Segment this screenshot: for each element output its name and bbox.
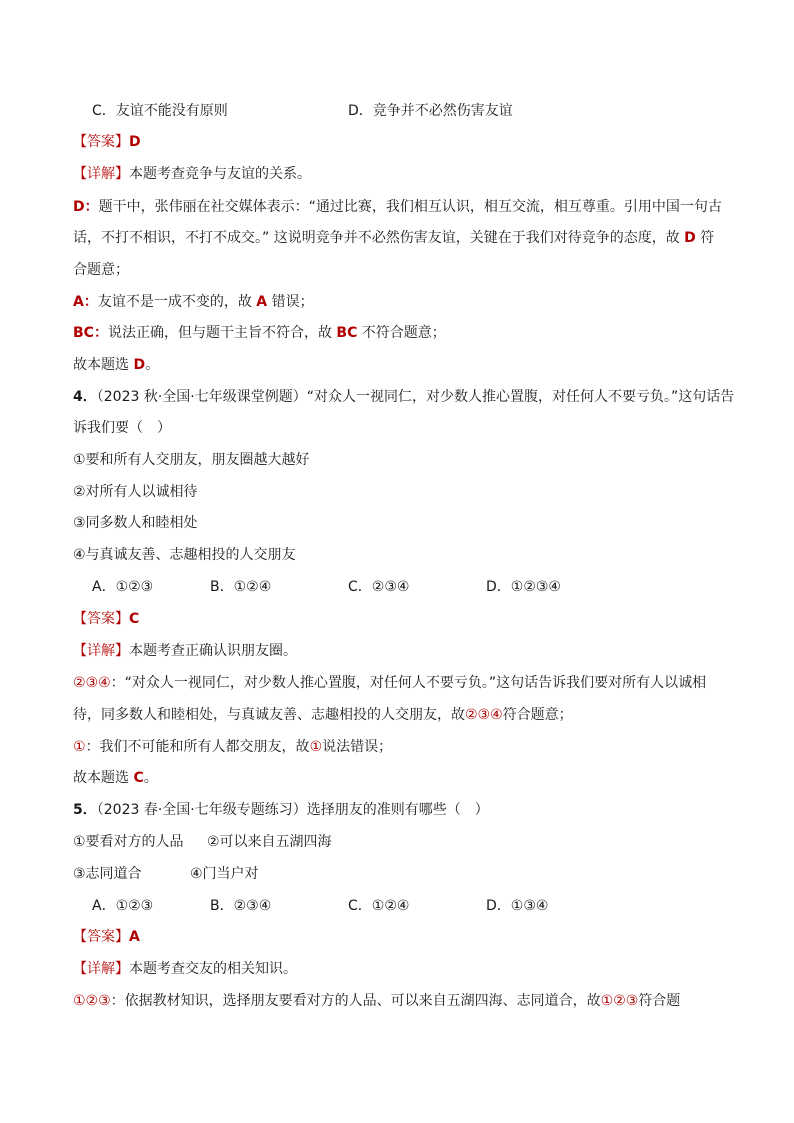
- q4-conclusion: [73, 768, 158, 788]
- detail-tag: 【详解】: [73, 961, 129, 977]
- q5-detail-intro: [73, 959, 297, 979]
- p1-line2-text: 待，同多数人和睦相处，与真诚友善、志趣相投的人交朋友，故: [73, 707, 465, 723]
- bc-end: 不符合题意；: [357, 325, 446, 341]
- detail-intro-text: 本题考查正确认识朋友圈。: [129, 643, 297, 659]
- q5-stem: [73, 800, 489, 820]
- q3-conclusion: [73, 355, 159, 375]
- q3-bc-line: [73, 323, 446, 343]
- conclusion-end: 。: [145, 357, 160, 373]
- question-number: 5．: [73, 802, 97, 818]
- detail-tag: 【详解】: [73, 166, 129, 182]
- q3-answer: [73, 132, 141, 152]
- answer-value: A: [129, 929, 140, 945]
- q5-p1-line: [73, 991, 680, 1011]
- q4-item-2: ②对所有人以诚相待: [73, 484, 198, 500]
- a-label: A：: [73, 294, 98, 310]
- bc-ref: BC: [336, 325, 358, 341]
- q5-item-1: ①要看对方的人品: [73, 834, 184, 850]
- conclusion-ref: D: [133, 357, 146, 373]
- question-source: （2023 春·全国·七年级专题练习）: [96, 802, 307, 818]
- detail-tag: 【详解】: [73, 643, 129, 659]
- conclusion-text: 故本题选: [73, 357, 134, 373]
- q4-item-1: ①要和所有人交朋友，朋友圈越大越好: [73, 452, 310, 468]
- d-line2-text: 话，不打不相识，不打不成交。” 这说明竞争并不必然伤害友谊，关键在于我们对待竞争的态度，故: [73, 230, 685, 246]
- p1-line2-ref: ②③④: [465, 707, 503, 723]
- conclusion-end: 。: [143, 770, 158, 786]
- q5-item-4: ④门当户对: [190, 866, 259, 882]
- conclusion-ref: C: [133, 770, 144, 786]
- p1-text: ：依据教材知识，选择朋友要看对方的人品、可以来自五湖四海、志同道合，故: [110, 993, 601, 1009]
- detail-intro-text: 本题考查交友的相关知识。: [129, 961, 297, 977]
- q5-answer: [73, 927, 140, 947]
- d-label: D：: [73, 199, 99, 215]
- answer-tag: 【答案】: [73, 134, 129, 150]
- q4-option-b: B．①②④: [210, 579, 272, 595]
- a-end: 错误；: [267, 294, 314, 310]
- answer-value: C: [129, 611, 140, 627]
- answer-value: D: [129, 134, 141, 150]
- p1-line1-text: ：“对众人一视同仁，对少数人推心置腹，对任何人不要亏负。”这句话告诉我们要对所有人以诚相: [110, 675, 707, 691]
- detail-intro-text: 本题考查竞争与友谊的关系。: [129, 166, 311, 182]
- q4-item-4: ④与真诚友善、志趣相投的人交朋友: [73, 547, 296, 563]
- q4-option-d: D．①②③④: [486, 579, 561, 595]
- q4-detail-intro: [73, 641, 297, 661]
- q3-d-line1: [73, 197, 722, 217]
- p1-end: 符合题: [638, 993, 681, 1009]
- p1-line2-end: 符合题意；: [502, 707, 573, 723]
- q4-option-c: C．②③④: [348, 579, 410, 595]
- q3-a-line: [73, 292, 314, 312]
- q5-option-c: C．①②④: [348, 898, 410, 914]
- q4-p1-line1: [73, 673, 706, 693]
- q5-item-3: ③志同道合: [73, 866, 142, 882]
- p2-text: ：我们不可能和所有人都交朋友，故: [85, 739, 310, 755]
- q5-option-a: A．①②③: [92, 898, 154, 914]
- q3-detail-intro: [73, 164, 311, 184]
- q4-item-3: ③同多数人和睦相处: [73, 515, 198, 531]
- q4-p2-line: [73, 737, 392, 757]
- answer-tag: 【答案】: [73, 929, 129, 945]
- answer-tag: 【答案】: [73, 611, 129, 627]
- bc-text: 说法正确，但与题干主旨不符合，故: [107, 325, 337, 341]
- q3-d-line3: 合题意；: [73, 262, 129, 278]
- d-line2-end: 符: [695, 230, 715, 246]
- q3-option-d: D．竞争并不必然伤害友谊: [348, 103, 513, 119]
- q3-d-line2: [73, 228, 714, 248]
- d-line1-text: 题干中，张伟丽在社交媒体表示：“通过比赛，我们相互认识，相互交流，相互尊重。引用中国一句古: [98, 199, 722, 215]
- question-number: 4．: [73, 389, 97, 405]
- p1-ref: ①②③: [600, 993, 639, 1009]
- d-line2-ref: D: [684, 230, 696, 246]
- a-text: 友谊不是一成不变的，故: [97, 294, 257, 310]
- q4-answer: [73, 609, 139, 629]
- q4-stem-line1: [73, 387, 734, 407]
- q3-option-c: C．友谊不能没有原则: [92, 103, 228, 119]
- q5-item-2: ②可以来自五湖四海: [207, 834, 332, 850]
- p2-label: ①: [73, 739, 86, 755]
- q5-option-d: D．①③④: [486, 898, 549, 914]
- q4-p1-line2: [73, 705, 573, 725]
- question-stem: 选择朋友的准则有哪些（ ）: [306, 802, 489, 818]
- question-stem: “对众人一视同仁，对少数人推心置腹，对任何人不要亏负。”这句话告: [306, 389, 735, 405]
- bc-label: BC：: [73, 325, 108, 341]
- q4-stem-line2: 诉我们要（ ）: [73, 420, 171, 436]
- p2-end: 说法错误；: [322, 739, 393, 755]
- q5-option-b: B．②③④: [210, 898, 272, 914]
- p1-label: ①②③: [73, 993, 111, 1009]
- p1-label: ②③④: [73, 675, 111, 691]
- p2-ref: ①: [309, 739, 323, 755]
- conclusion-text: 故本题选: [73, 770, 134, 786]
- q4-option-a: A．①②③: [92, 579, 154, 595]
- a-ref: A: [256, 294, 268, 310]
- question-source: （2023 秋·全国·七年级课堂例题）: [96, 389, 307, 405]
